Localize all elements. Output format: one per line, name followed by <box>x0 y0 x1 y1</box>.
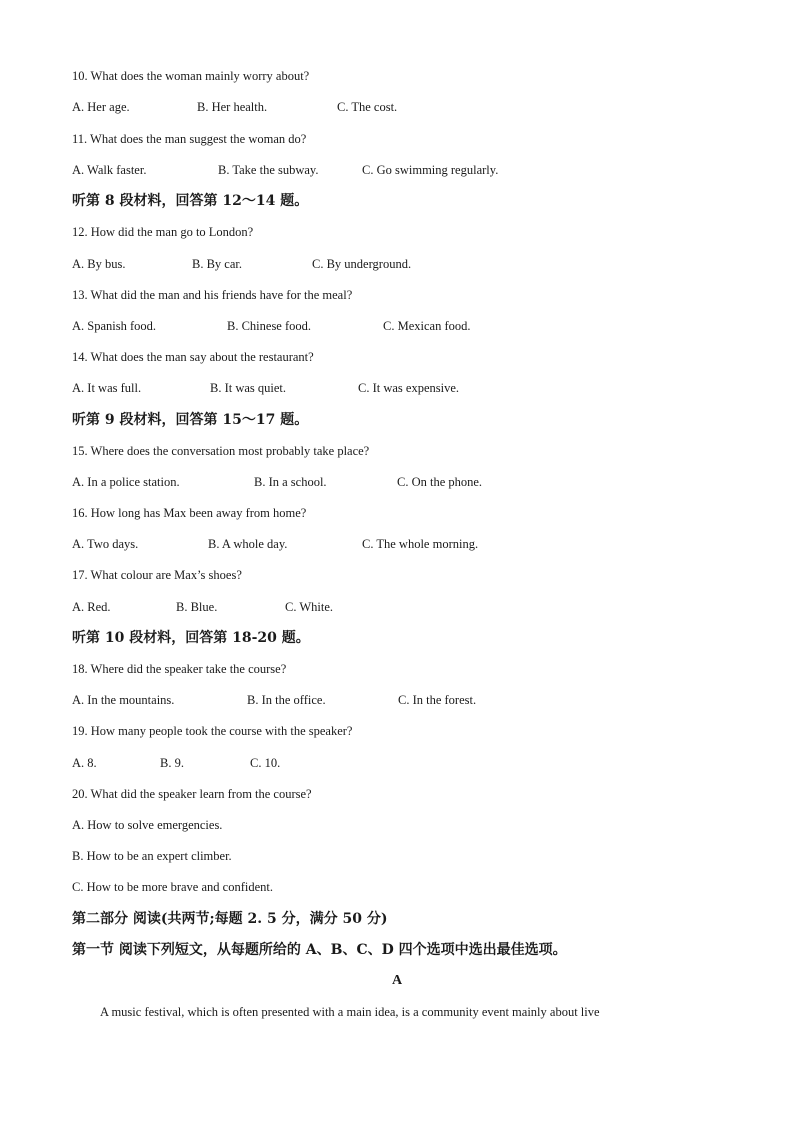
question-19: 19. How many people took the course with the speaker? <box>72 724 353 738</box>
q20-option-c: C. How to be more brave and confident. <box>72 880 273 894</box>
question-13: 13. What did the man and his friends have for the meal? <box>72 288 353 302</box>
q13-option-b: B. Chinese food. <box>227 319 312 333</box>
question-17: 17. What colour are Max’s shoes? <box>72 568 242 582</box>
q11-option-a: A. Walk faster. <box>72 163 147 177</box>
q15-option-c: C. On the phone. <box>397 475 483 489</box>
q18-option-a: A. In the mountains. <box>72 693 175 707</box>
q11-option-b: B. Take the subway. <box>218 163 319 177</box>
q20-option-b: B. How to be an expert climber. <box>72 849 232 863</box>
q10-option-a: A. Her age. <box>72 100 130 114</box>
q11-option-c: C. Go swimming regularly. <box>362 163 499 177</box>
q15-option-b: B. In a school. <box>254 475 327 489</box>
q12-option-b: B. By car. <box>192 257 242 271</box>
q12-option-c: C. By underground. <box>312 257 412 271</box>
question-10: 10. What does the woman mainly worry about? <box>72 69 310 83</box>
q14-option-c: C. It was expensive. <box>358 381 460 395</box>
question-18: 18. Where did the speaker take the course? <box>72 662 287 676</box>
q16-option-a: A. Two days. <box>72 537 139 551</box>
q13-option-c: C. Mexican food. <box>383 319 471 333</box>
q13-option-a: A. Spanish food. <box>72 319 157 333</box>
section-one-heading: 第一节 阅读下列短文，从每题所给的 A、B、C、D 四个选项中选出最佳选项。 <box>72 942 567 958</box>
question-11: 11. What does the man suggest the woman do? <box>72 132 307 146</box>
q20-option-a: A. How to solve emergencies. <box>72 818 223 832</box>
q16-option-b: B. A whole day. <box>208 537 288 551</box>
q17-option-b: B. Blue. <box>176 600 218 614</box>
passage-letter: A <box>391 973 403 988</box>
q19-option-a: A. 8. <box>72 756 97 770</box>
question-15: 15. Where does the conversation most probably take place? <box>72 444 370 458</box>
q19-option-b: B. 9. <box>160 756 184 770</box>
section-heading-8: 听第 8 段材料，回答第 12～14 题。 <box>72 193 309 209</box>
q12-option-a: A. By bus. <box>72 257 126 271</box>
question-14: 14. What does the man say about the restaurant? <box>72 350 314 364</box>
question-12: 12. How did the man go to London? <box>72 225 254 239</box>
q17-option-c: C. White. <box>285 600 334 614</box>
q17-option-a: A. Red. <box>72 600 111 614</box>
passage-first-line: A music festival, which is often presented with a main idea, is a community event mainly about live <box>100 1005 600 1019</box>
q19-option-c: C. 10. <box>250 756 281 770</box>
q10-option-c: C. The cost. <box>337 100 398 114</box>
q14-option-a: A. It was full. <box>72 381 142 395</box>
q18-option-c: C. In the forest. <box>398 693 477 707</box>
question-20: 20. What did the speaker learn from the course? <box>72 787 312 801</box>
part-two-heading: 第二部分 阅读(共两节;每题 2. 5 分，满分 50 分) <box>72 911 388 927</box>
section-heading-10: 听第 10 段材料，回答第 18-20 题。 <box>72 630 310 646</box>
q10-option-b: B. Her health. <box>197 100 268 114</box>
q18-option-b: B. In the office. <box>247 693 326 707</box>
section-heading-9: 听第 9 段材料，回答第 15～17 题。 <box>72 412 309 428</box>
q15-option-a: A. In a police station. <box>72 475 180 489</box>
question-16: 16. How long has Max been away from home? <box>72 506 307 520</box>
q14-option-b: B. It was quiet. <box>210 381 287 395</box>
q16-option-c: C. The whole morning. <box>362 537 479 551</box>
